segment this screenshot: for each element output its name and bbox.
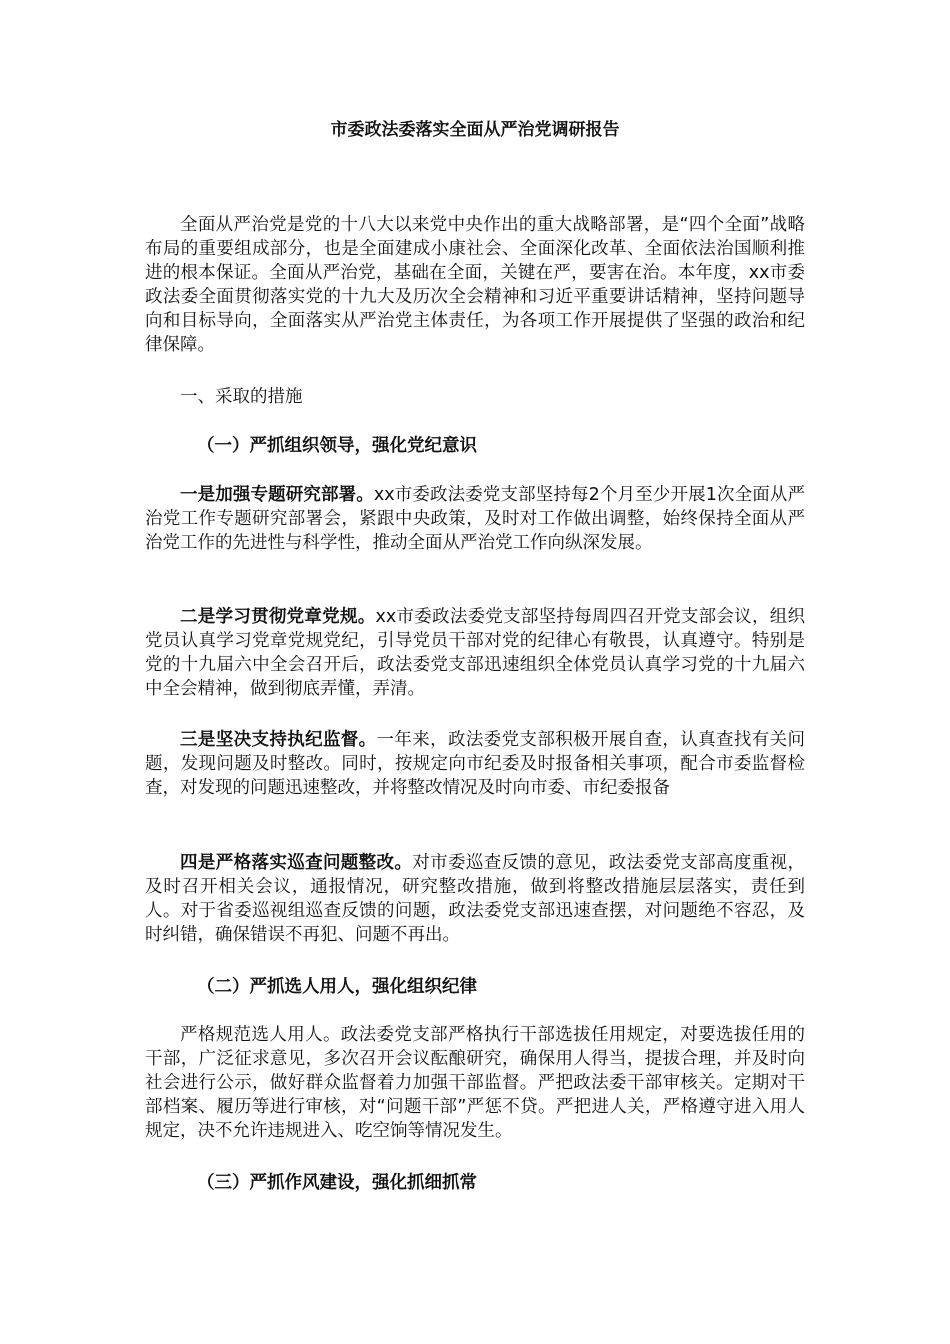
subsection-heading-2: （二）严抓选人用人，强化组织纪律 (197, 977, 477, 997)
item-lead-4: 四是严格落实巡查问题整改。 (180, 853, 413, 873)
item-paragraph-1 (145, 483, 805, 555)
subsection-heading-1: （一）严抓组织领导，强化党纪意识 (197, 436, 477, 456)
item-lead-3: 三是坚决支持执纪监督。 (180, 730, 377, 750)
section-heading-measures: 一、采取的措施 (180, 387, 303, 407)
item-text-3: 一年来，政法委党支部积极开展自查，认真查找有关问题，发现问题及时整改。同时，按规定向市纪委及时报备相关事项，配合市委监督检查，对发现的问题迅速整改，并将整改情况及时向市委、市纪委报备 (145, 730, 806, 798)
intro-paragraph: 全面从严治党是党的十八大以来党中央作出的重大战略部署，是“四个全面”战略布局的重要组成部分，也是全面建成小康社会、全面深化改革、全面依法治国顺利推进的根本保证。全面从严治党，基础在全面，关键在严，要害在治。本年度，xx市委政法委全面贯彻落实党的十九大及历次全会精神和习近平重要讲话精神，坚持问题导向和目标导向，全面落实从严治党主体责任，为各项工作开展提供了坚强的政治和纪律保障。 (145, 215, 805, 355)
item-paragraph-3 (145, 728, 805, 800)
item-lead-2: 二是学习贯彻党章党规。 (180, 607, 376, 627)
item-paragraph-2 (145, 605, 805, 701)
item-lead-1: 一是加强专题研究部署。 (180, 485, 374, 505)
selection-paragraph: 严格规范选人用人。政法委党支部严格执行干部选拔任用规定，对要选拔任用的干部，广泛征求意见，多次召开会议酝酿研究，确保用人得当，提拔合理，并及时向社会进行公示，做好群众监督着力加强干部监督。严把政法委干部审核关。定期对干部档案、履历等进行审核，对“问题干部”严惩不贷。严把进人关，严格遵守进入用人规定，决不允许违规进入、吃空饷等情况发生。 (145, 1025, 805, 1141)
item-text-1: xx市委政法委党支部坚持每2个月至少开展1次全面从严治党工作专题研究部署会，紧跟中央政策，及时对工作做出调整，始终保持全面从严治党工作的先进性与科学性，推动全面从严治党工作向纵深发展。 (145, 485, 805, 553)
item-text-2: xx市委政法委党支部坚持每周四召开党支部会议，组织党员认真学习党章党规党纪，引导党员干部对党的纪律心有敬畏，认真遵守。特别是党的十九届六中全会召开后，政法委党支部迅速组织全体党员认真学习党的十九届六中全会精神，做到彻底弄懂，弄清。 (145, 607, 806, 699)
document-title: 市委政法委落实全面从严治党调研报告 (330, 120, 620, 140)
item-text-4: 对市委巡查反馈的意见，政法委党支部高度重视，及时召开相关会议，通报情况，研究整改措施，做到将整改措施层层落实，责任到人。对于省委巡视组巡查反馈的问题，政法委党支部迅速查摆，对问题绝不容忍，及时纠错，确保错误不再犯、问题不再出。 (145, 853, 806, 945)
item-paragraph-4 (145, 851, 805, 947)
subsection-heading-3: （三）严抓作风建设，强化抓细抓常 (197, 1173, 477, 1193)
